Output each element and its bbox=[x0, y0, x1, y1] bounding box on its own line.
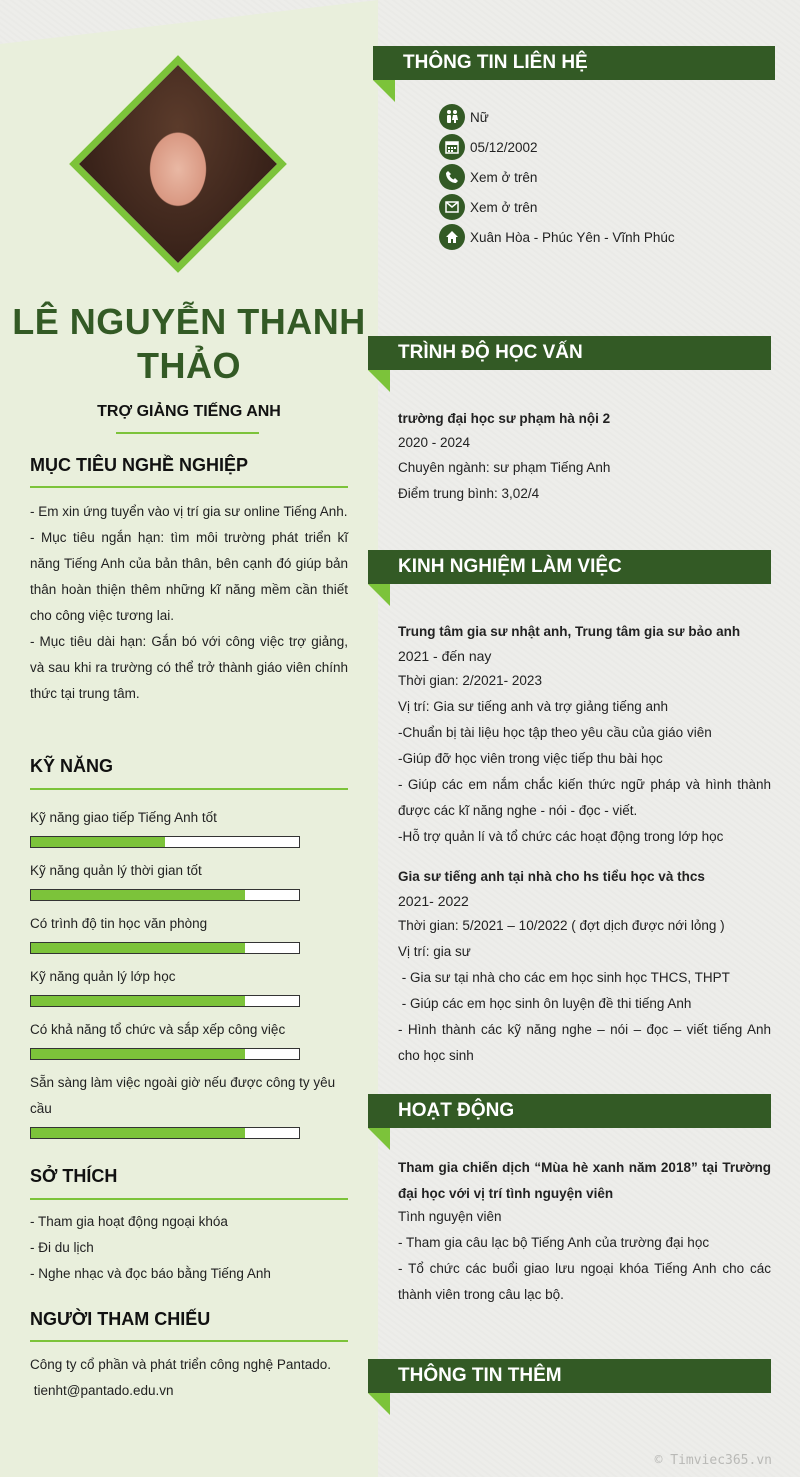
watermark: © Timviec365.vn bbox=[654, 1453, 772, 1468]
skill-bar bbox=[30, 942, 300, 954]
activity-line: - Tổ chức các buổi giao lưu ngoại khóa Tiếng Anh cho các thành viên trong câu lạc bộ. bbox=[398, 1261, 771, 1302]
header-tab bbox=[368, 584, 390, 606]
activity-line: - Tham gia câu lạc bộ Tiếng Anh của trường đại học bbox=[398, 1235, 710, 1250]
skill-label: Kỹ năng quản lý thời gian tốt bbox=[30, 863, 202, 878]
objective-title: MỤC TIÊU NGHỀ NGHIỆP bbox=[30, 455, 249, 475]
education-years: 2020 - 2024 bbox=[398, 435, 471, 450]
email-icon bbox=[439, 194, 465, 220]
skills-title: KỸ NĂNG bbox=[30, 756, 114, 776]
email-text: Xem ở trên bbox=[470, 199, 538, 215]
candidate-name: LÊ NGUYỄN THANH THẢO bbox=[12, 301, 366, 386]
job-period: 2021 - đến nay bbox=[398, 648, 492, 664]
calendar-icon bbox=[439, 134, 465, 160]
contact-address bbox=[439, 224, 675, 250]
skill-fill bbox=[31, 890, 245, 900]
contact-header: THÔNG TIN LIÊN HỆ bbox=[373, 46, 775, 80]
contact-dob bbox=[439, 134, 538, 160]
hobby-item: - Nghe nhạc và đọc báo bằng Tiếng Anh bbox=[30, 1266, 271, 1281]
divider bbox=[30, 1340, 348, 1342]
skill-bar bbox=[30, 995, 300, 1007]
home-icon bbox=[439, 224, 465, 250]
avatar bbox=[68, 54, 288, 274]
header-tab bbox=[368, 370, 390, 392]
phone-text: Xem ở trên bbox=[470, 169, 538, 185]
activities-header: HOẠT ĐỘNG bbox=[368, 1094, 771, 1128]
experience-header: KINH NGHIỆM LÀM VIỆC bbox=[368, 550, 771, 584]
skill-fill bbox=[31, 943, 245, 953]
job-line: Vị trí: gia sư bbox=[398, 944, 471, 959]
job-company: Trung tâm gia sư nhật anh, Trung tâm gia sư bảo anh bbox=[398, 624, 741, 639]
reference-company: Công ty cổ phần và phát triển công nghệ Pantado. bbox=[30, 1357, 331, 1372]
job-line: Vị trí: Gia sư tiếng anh và trợ giảng tiếng anh bbox=[398, 699, 669, 714]
job-line: -Giúp đỡ học viên trong việc tiếp thu bài học bbox=[398, 751, 663, 766]
activity-role: Tình nguyện viên bbox=[398, 1209, 502, 1224]
education-header: TRÌNH ĐỘ HỌC VẤN bbox=[368, 336, 771, 370]
hobby-item: - Đi du lịch bbox=[30, 1240, 94, 1255]
skill-fill bbox=[31, 1049, 245, 1059]
objective-text: - Em xin ứng tuyển vào vị trí gia sư online Tiếng Anh. - Mục tiêu ngắn hạn: tìm môi trường phát triển kĩ năng Tiếng Anh của bản thân, bên cạnh đó giúp bản thân hoàn thiện thêm những kĩ năng mềm cần thiết cho công việc tương lai. - Mục tiêu dài hạn: Gắn bó với công việc trợ giảng, và sau khi ra trường có thể trở thành giáo viên chính thức tại trung tâm. bbox=[30, 504, 348, 701]
avatar-frame bbox=[69, 55, 287, 273]
contact-phone bbox=[439, 164, 537, 190]
divider bbox=[30, 486, 348, 488]
skill-label: Kỹ năng giao tiếp Tiếng Anh tốt bbox=[30, 810, 217, 825]
skill-bar bbox=[30, 1127, 300, 1139]
skill-bar bbox=[30, 889, 300, 901]
skill-label: Có khả năng tổ chức và sắp xếp công việc bbox=[30, 1022, 286, 1037]
skill-bar bbox=[30, 1048, 300, 1060]
header-tab bbox=[373, 80, 395, 102]
address-text: Xuân Hòa - Phúc Yên - Vĩnh Phúc bbox=[470, 229, 675, 245]
hobbies-title: SỞ THÍCH bbox=[30, 1166, 118, 1186]
contact-gender bbox=[439, 104, 489, 130]
skill-fill bbox=[31, 837, 165, 847]
job-period: 2021- 2022 bbox=[398, 893, 469, 909]
education-gpa: Điểm trung bình: 3,02/4 bbox=[398, 486, 540, 501]
job-title: TRỢ GIẢNG TIẾNG ANH bbox=[97, 403, 281, 420]
job-line: Thời gian: 5/2021 – 10/2022 ( đợt dịch được nới lỏng ) bbox=[398, 918, 725, 933]
header-tab bbox=[368, 1128, 390, 1150]
hobby-item: - Tham gia hoạt động ngoại khóa bbox=[30, 1214, 228, 1229]
skill-label: Sẵn sàng làm việc ngoài giờ nếu được công ty yêu cầu bbox=[30, 1075, 336, 1116]
education-major: Chuyên ngành: sư phạm Tiếng Anh bbox=[398, 460, 611, 475]
extra-header: THÔNG TIN THÊM bbox=[368, 1359, 771, 1393]
skill-fill bbox=[31, 1128, 245, 1138]
avatar-photo bbox=[69, 57, 287, 273]
gender-icon bbox=[439, 104, 465, 130]
divider bbox=[116, 432, 259, 434]
skill-bar bbox=[30, 836, 300, 848]
divider bbox=[30, 788, 348, 790]
reference-email: tienht@pantado.edu.vn bbox=[30, 1383, 174, 1398]
activity-heading: Tham gia chiến dịch “Mùa hè xanh năm 2018” tại Trường đại học với vị trí tình nguyện viên bbox=[398, 1160, 771, 1201]
job-company: Gia sư tiếng anh tại nhà cho hs tiểu học và thcs bbox=[398, 869, 705, 884]
skill-label: Có trình độ tin học văn phòng bbox=[30, 916, 208, 931]
education-school: trường đại học sư phạm hà nội 2 bbox=[398, 411, 611, 426]
job-line: - Giúp các em học sinh ôn luyện đề thi tiếng Anh bbox=[398, 996, 692, 1011]
skill-label: Kỹ năng quản lý lớp học bbox=[30, 969, 176, 984]
job-line: -Chuẩn bị tài liệu học tập theo yêu cầu của giáo viên bbox=[398, 725, 712, 740]
dob-text: 05/12/2002 bbox=[470, 139, 538, 155]
job-line: -Hỗ trợ quản lí và tổ chức các hoạt động trong lớp học bbox=[398, 829, 724, 844]
job-line: Thời gian: 2/2021- 2023 bbox=[398, 673, 542, 688]
skill-fill bbox=[31, 996, 245, 1006]
header-tab bbox=[368, 1393, 390, 1415]
contact-email bbox=[439, 194, 537, 220]
phone-icon bbox=[439, 164, 465, 190]
job-line: - Giúp các em nắm chắc kiến thức ngữ pháp và hình thành được các kĩ năng nghe - nói - đọc - viết. bbox=[398, 777, 771, 818]
job-line: - Gia sư tại nhà cho các em học sinh học THCS, THPT bbox=[398, 970, 730, 985]
gender-text: Nữ bbox=[470, 109, 489, 125]
references-title: NGƯỜI THAM CHIẾU bbox=[30, 1309, 211, 1329]
job-line: - Hình thành các kỹ năng nghe – nói – đọc – viết tiếng Anh cho học sinh bbox=[398, 1022, 771, 1063]
divider bbox=[30, 1198, 348, 1200]
